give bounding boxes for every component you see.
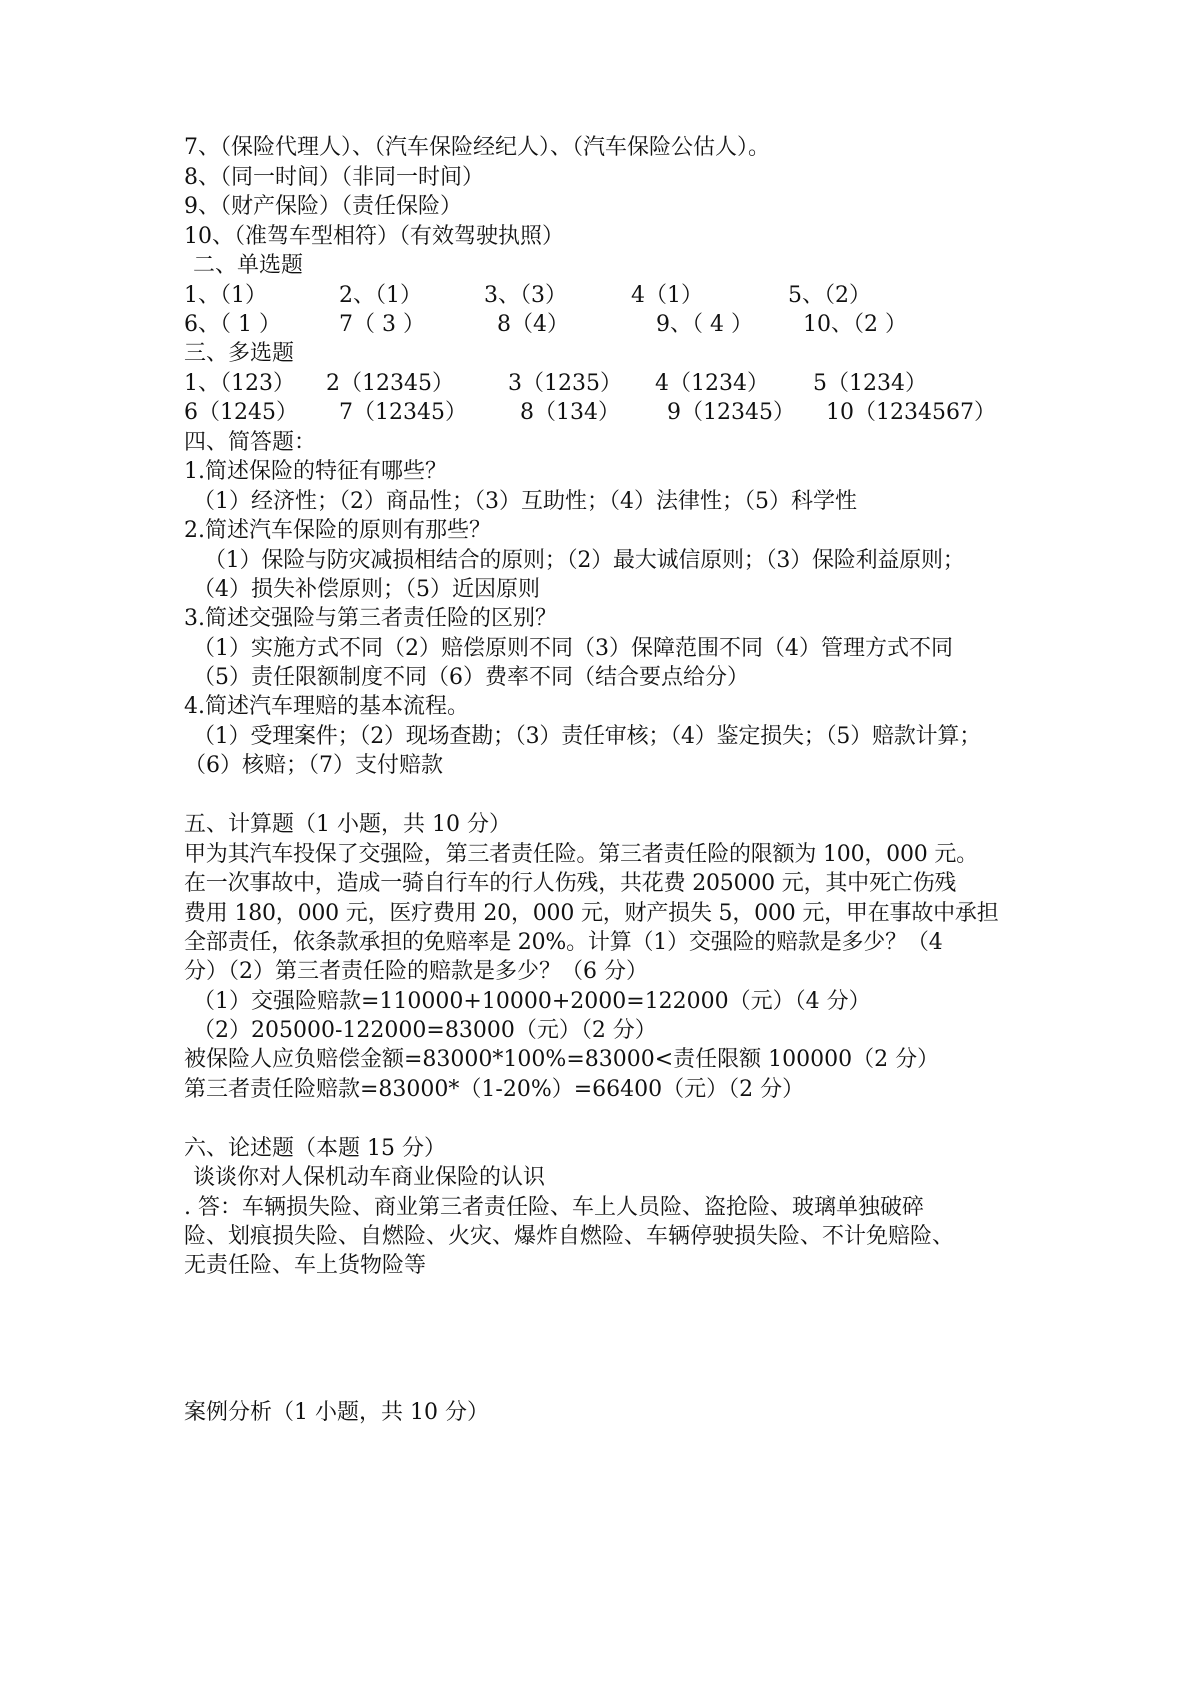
single-answer: 5、（2）: [788, 283, 871, 308]
single-answer: 9、（ 4 ）: [656, 312, 753, 337]
calculation-solution-1: （1）交强险赔款=110000+10000+2000=122000（元）（4 分）: [193, 989, 871, 1014]
single-answer: 8（4）: [497, 312, 569, 337]
multi-answer: 8（134）: [520, 400, 620, 425]
essay-question: 谈谈你对人保机动车商业保险的认识: [193, 1165, 546, 1190]
multi-answer: 7（12345）: [339, 400, 467, 425]
answer-3-line-1: （1）实施方式不同（2）赔偿原则不同（3）保障范围不同（4）管理方式不同: [193, 636, 953, 661]
multi-answer: 2（12345）: [326, 371, 454, 396]
fill-answer-10: 10、（准驾车型相符）（有效驾驶执照）: [184, 224, 564, 249]
question-4: 4.简述汽车理赔的基本流程。: [184, 694, 469, 719]
single-answer: 2、（1）: [339, 283, 422, 308]
fill-answer-8: 8、（同一时间）（非同一时间）: [184, 165, 484, 190]
answer-3-line-2: （5）责任限额制度不同（6）费率不同（结合要点给分）: [193, 665, 749, 690]
calculation-problem-line: 在一次事故中，造成一骑自行车的行人伤残，共花费 205000 元，其中死亡伤残: [184, 871, 957, 896]
single-answer: 6、（ 1 ）: [184, 312, 281, 337]
question-1: 1.简述保险的特征有哪些？: [184, 459, 447, 484]
multi-answer: 10（1234567）: [826, 400, 996, 425]
calculation-solution-2: （2）205000-122000=83000（元）（2 分）: [193, 1018, 657, 1043]
fill-answer-7: 7、（保险代理人）、（汽车保险经纪人）、（汽车保险公估人）。: [184, 135, 770, 160]
short-answer-heading: 四、简答题：: [184, 430, 317, 455]
single-answer: 10、（2 ）: [803, 312, 907, 337]
answer-4-line-1: （1）受理案件；（2）现场查勘；（3）责任审核；（4）鉴定损失；（5）赔款计算；: [193, 724, 981, 749]
question-2: 2.简述汽车保险的原则有那些？: [184, 518, 491, 543]
fill-answer-9: 9、（财产保险）（责任保险）: [184, 194, 462, 219]
multi-answer: 5（1234）: [813, 371, 927, 396]
answer-4-line-2: （6）核赔；（7）支付赔款: [184, 753, 443, 778]
single-answer: 4（1）: [631, 283, 703, 308]
calculation-problem-line: 分）（2）第三者责任险的赔款是多少？（6 分）: [184, 959, 648, 984]
answer-2-line-2: （4）损失补偿原则；（5）近因原则: [193, 577, 540, 602]
calculation-problem-line: 全部责任，依条款承担的免赔率是 20%。计算（1）交强险的赔款是多少？（4: [184, 930, 943, 955]
single-answer: 3、（3）: [484, 283, 567, 308]
multi-answer: 9（12345）: [667, 400, 795, 425]
multi-answer: 3（1235）: [508, 371, 622, 396]
question-3: 3.简述交强险与第三者责任险的区别？: [184, 606, 557, 631]
multi-answer: 4（1234）: [655, 371, 769, 396]
single-choice-heading: 二、单选题: [193, 253, 304, 278]
calculation-problem-line: 甲为其汽车投保了交强险，第三者责任险。第三者责任险的限额为 100，000 元。: [184, 842, 978, 867]
essay-answer-line-3: 无责任险、车上货物险等: [184, 1253, 427, 1278]
calculation-solution-3: 被保险人应负赔偿金额=83000*100%=83000<责任限额 100000（2 分）: [184, 1047, 940, 1072]
single-answer: 1、（1）: [184, 283, 267, 308]
single-answer: 7（ 3 ）: [339, 312, 425, 337]
essay-heading: 六、论述题（本题 15 分）: [184, 1136, 446, 1161]
calculation-solution-4: 第三者责任险赔款=83000*（1-20%）=66400（元）（2 分）: [184, 1077, 805, 1102]
calculation-problem-line: 费用 180，000 元，医疗费用 20，000 元，财产损失 5，000 元，甲在事故中承担: [184, 901, 999, 926]
multi-answer: 6（1245）: [184, 400, 298, 425]
calculation-heading: 五、计算题（1 小题，共 10 分）: [184, 812, 511, 837]
answer-2-line-1: （1）保险与防灾减损相结合的原则；（2）最大诚信原则；（3）保险利益原则；: [204, 548, 965, 573]
case-analysis-heading: 案例分析（1 小题，共 10 分）: [184, 1400, 489, 1425]
essay-answer-line-2: 险、划痕损失险、自燃险、火灾、爆炸自燃险、车辆停驶损失险、不计免赔险、: [184, 1224, 955, 1249]
answer-1: （1）经济性；（2）商品性；（3）互助性；（4）法律性；（5）科学性: [193, 489, 857, 514]
essay-answer-line-1: . 答：车辆损失险、商业第三者责任险、车上人员险、盗抢险、玻璃单独破碎: [184, 1195, 924, 1220]
multi-choice-heading: 三、多选题: [184, 341, 295, 366]
multi-answer: 1、（123）: [184, 371, 295, 396]
